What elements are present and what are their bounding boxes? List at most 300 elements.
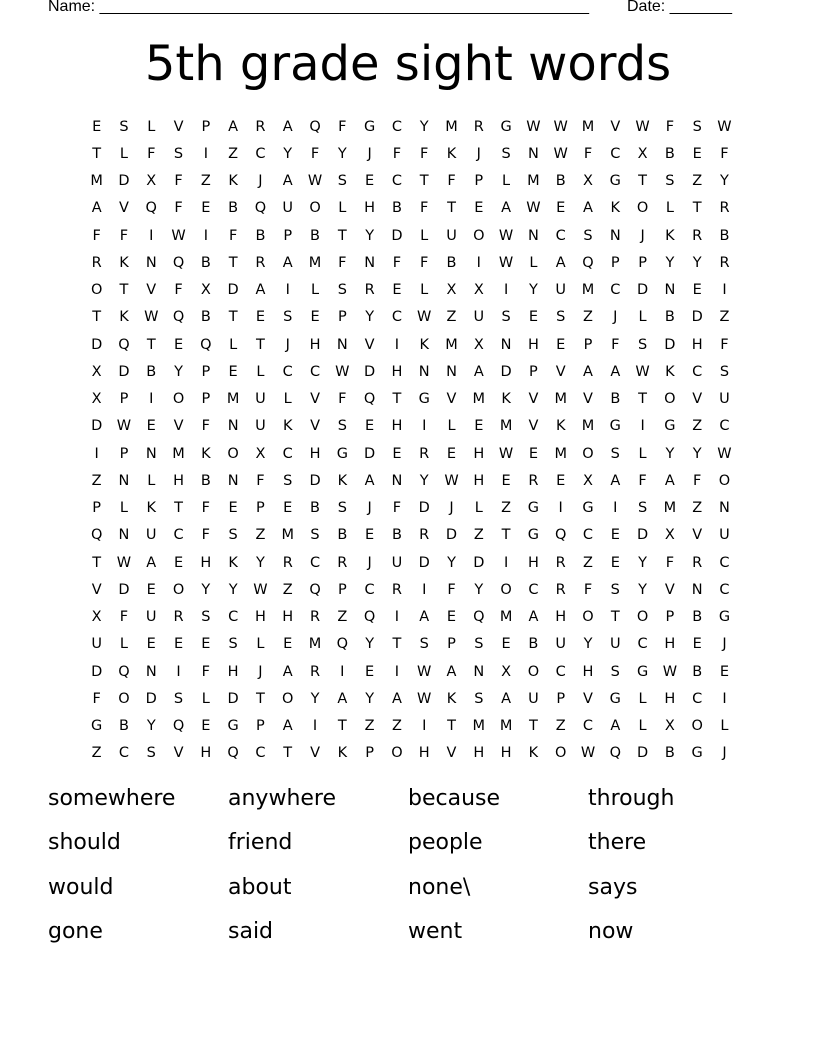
grid-letter: T [447, 200, 456, 217]
grid-letter: K [146, 500, 156, 517]
grid-letter: M [172, 445, 185, 462]
grid-letter: B [528, 636, 539, 653]
name-line: Name: _______________________________________________________ [48, 0, 589, 15]
grid-letter: F [392, 145, 402, 162]
grid-letter: U [255, 418, 266, 435]
grid-letter: E [310, 309, 320, 326]
grid-letter: I [422, 581, 427, 598]
grid-letter: O [227, 445, 239, 462]
grid-letter: L [338, 200, 347, 217]
grid-letter: Z [583, 554, 593, 571]
grid-letter: N [418, 363, 430, 380]
word-list-item: would [48, 874, 114, 900]
grid-letter: Y [447, 554, 456, 571]
grid-letter: P [337, 309, 347, 326]
grid-letter: P [201, 118, 211, 135]
grid-letter: S [119, 118, 129, 135]
grid-letter: B [200, 254, 211, 271]
grid-letter: W [253, 581, 268, 598]
grid-letter: I [176, 663, 181, 680]
grid-letter: S [583, 227, 593, 244]
grid-letter: H [391, 363, 403, 380]
grid-letter: R [255, 254, 266, 271]
grid-letter: B [664, 745, 675, 762]
grid-letter: U [145, 609, 157, 626]
grid-letter: D [118, 173, 130, 190]
grid-letter: E [501, 636, 511, 653]
grid-letter: D [473, 554, 485, 571]
grid-letter: V [528, 391, 539, 408]
word-list [48, 776, 768, 954]
grid-letter: C [228, 609, 239, 626]
grid-letter: G [500, 118, 512, 135]
grid-letter: X [200, 282, 211, 299]
grid-letter: H [500, 745, 512, 762]
grid-letter: G [527, 527, 540, 544]
grid-letter: Q [172, 254, 185, 271]
grid-letter: P [365, 745, 374, 762]
grid-letter: I [394, 336, 400, 353]
grid-letter: C [719, 581, 730, 598]
grid-letter: S [337, 282, 347, 299]
grid-letter: E [556, 336, 566, 353]
grid-letter: U [719, 391, 730, 408]
grid-letter: V [446, 391, 457, 408]
grid-letter: W [526, 200, 541, 217]
grid-letter: W [635, 363, 650, 380]
grid-letter: W [553, 118, 568, 135]
grid-letter: C [555, 227, 566, 244]
grid-letter: I [394, 663, 400, 680]
grid-letter: J [722, 636, 727, 653]
grid-letter: L [147, 118, 156, 135]
grid-letter: G [582, 500, 594, 517]
grid-letter: Q [582, 254, 594, 271]
grid-letter: T [92, 554, 102, 571]
grid-letter: C [255, 745, 266, 762]
grid-letter: C [528, 581, 539, 598]
grid-letter: A [419, 609, 430, 626]
grid-letter: T [692, 200, 702, 217]
grid-letter: M [499, 718, 513, 735]
grid-letter: E [556, 472, 566, 489]
grid-letter: H [173, 472, 184, 489]
grid-letter: F [665, 554, 675, 571]
grid-letter: N [227, 418, 239, 435]
grid-letter: V [173, 745, 184, 762]
grid-letter: J [476, 145, 481, 162]
grid-letter: W [498, 254, 514, 271]
grid-letter: H [664, 636, 676, 653]
grid-letter: X [501, 663, 512, 680]
grid-letter: D [145, 690, 157, 707]
grid-letter: W [417, 309, 432, 326]
grid-letter: E [392, 445, 402, 462]
grid-letter: D [418, 500, 430, 517]
grid-letter: X [91, 391, 102, 408]
grid-letter: N [118, 527, 130, 544]
grid-letter: H [364, 200, 376, 217]
grid-letter: K [446, 145, 457, 162]
grid-letter: F [310, 145, 320, 162]
grid-letter: X [583, 472, 593, 489]
grid-letter: N [500, 336, 512, 353]
grid-letter: L [447, 418, 456, 435]
grid-letter: N [446, 363, 457, 380]
grid-letter: S [665, 173, 675, 190]
grid-letter: A [610, 363, 621, 380]
grid-letter: S [310, 527, 320, 544]
grid-letter: Z [364, 718, 375, 735]
grid-letter: R [692, 227, 703, 244]
grid-letter: T [92, 309, 102, 326]
grid-letter: E [283, 636, 293, 653]
grid-letter: R [309, 663, 321, 680]
grid-letter: H [227, 663, 239, 680]
grid-letter: Y [474, 581, 484, 598]
grid-letter: Z [555, 718, 566, 735]
grid-letter: W [307, 173, 323, 190]
grid-letter: M [308, 254, 322, 271]
grid-letter: C [391, 118, 402, 135]
grid-letter: J [640, 227, 645, 244]
grid-letter: D [91, 663, 103, 680]
grid-letter: S [610, 581, 620, 598]
grid-letter: F [174, 282, 183, 299]
grid-letter: A [282, 254, 293, 271]
grid-letter: E [92, 118, 102, 135]
grid-letter: W [116, 418, 132, 435]
grid-letter: Q [145, 200, 157, 217]
grid-letter: H [582, 663, 594, 680]
grid-letter: S [337, 173, 347, 190]
grid-letter: V [446, 745, 457, 762]
grid-letter: I [203, 227, 208, 244]
grid-letter: P [529, 363, 538, 380]
grid-letter: N [118, 472, 130, 489]
grid-letter: Q [118, 663, 130, 680]
grid-letter: L [720, 718, 729, 735]
grid-letter: M [581, 282, 595, 299]
grid-letter: D [637, 282, 649, 299]
grid-letter: H [418, 745, 430, 762]
grid-letter: V [528, 418, 539, 435]
grid-letter: S [637, 500, 648, 517]
grid-letter: Y [665, 445, 675, 462]
grid-letter: B [310, 500, 320, 517]
grid-letter: L [474, 500, 483, 517]
grid-letter: D [118, 363, 130, 380]
grid-letter: C [255, 145, 266, 162]
grid-letter: Y [283, 145, 293, 162]
grid-letter: K [282, 418, 293, 435]
grid-letter: C [610, 282, 621, 299]
grid-letter: F [447, 173, 456, 190]
grid-letter: G [418, 391, 430, 408]
grid-letter: P [337, 581, 347, 598]
grid-letter: B [664, 145, 675, 162]
grid-letter: Y [201, 581, 211, 598]
grid-letter: O [582, 445, 594, 462]
word-list-item: people [408, 830, 483, 856]
grid-letter: L [638, 718, 647, 735]
grid-letter: Y [337, 145, 347, 162]
grid-letter: S [474, 690, 484, 707]
grid-letter: F [583, 145, 593, 162]
grid-letter: F [583, 581, 593, 598]
grid-letter: E [146, 581, 156, 598]
grid-letter: I [722, 282, 727, 299]
grid-letter: D [418, 554, 430, 571]
grid-letter: Z [200, 173, 211, 190]
grid-letter: J [722, 745, 727, 762]
grid-letter: I [558, 500, 563, 517]
grid-letter: T [337, 718, 347, 735]
grid-letter: G [718, 609, 731, 626]
grid-letter: R [309, 609, 321, 626]
grid-letter: Y [638, 554, 648, 571]
grid-letter: B [719, 227, 730, 244]
grid-letter: V [583, 690, 593, 707]
grid-letter: L [119, 145, 128, 162]
grid-letter: A [364, 472, 375, 489]
grid-letter: S [173, 145, 184, 162]
grid-letter: E [228, 363, 238, 380]
grid-letter: D [227, 690, 239, 707]
grid-letter: N [664, 282, 676, 299]
grid-letter: A [228, 118, 239, 135]
grid-letter: E [365, 418, 375, 435]
grid-letter: Z [446, 309, 457, 326]
grid-letter: V [664, 581, 675, 598]
grid-letter: P [556, 690, 566, 707]
grid-letter: T [419, 173, 429, 190]
grid-letter: E [610, 527, 620, 544]
grid-letter: M [663, 500, 677, 517]
grid-letter: D [91, 336, 103, 353]
grid-letter: A [337, 690, 348, 707]
grid-letter: N [527, 145, 539, 162]
grid-letter: E [446, 445, 457, 462]
grid-letter: U [609, 636, 621, 653]
grid-letter: G [664, 418, 676, 435]
grid-letter: J [285, 336, 290, 353]
grid-letter: B [228, 200, 239, 217]
grid-letter: S [337, 418, 347, 435]
grid-letter: Q [172, 718, 185, 735]
grid-letter: T [174, 500, 183, 517]
grid-letter: R [528, 472, 539, 489]
grid-letter: F [92, 227, 101, 244]
word-list-item: went [408, 919, 463, 945]
grid-letter: S [228, 636, 238, 653]
grid-letter: Q [118, 336, 130, 353]
word-search-grid [83, 113, 738, 767]
grid-letter: H [309, 336, 321, 353]
grid-letter: L [638, 309, 647, 326]
grid-letter: I [722, 690, 727, 707]
grid-letter: Y [528, 282, 538, 299]
grid-letter: E [719, 663, 730, 680]
grid-letter: F [638, 472, 647, 489]
grid-letter: S [146, 745, 156, 762]
grid-letter: C [282, 363, 293, 380]
grid-letter: L [529, 254, 538, 271]
grid-letter: R [255, 118, 266, 135]
grid-letter: Y [720, 173, 729, 190]
grid-letter: B [255, 227, 266, 244]
grid-letter: P [447, 636, 456, 653]
grid-letter: T [638, 391, 648, 408]
grid-letter: A [528, 609, 539, 626]
grid-letter: K [337, 472, 348, 489]
grid-letter: X [91, 363, 102, 380]
grid-letter: M [90, 173, 103, 190]
grid-letter: Z [91, 472, 102, 489]
grid-letter: W [116, 554, 132, 571]
grid-letter: J [258, 663, 263, 680]
grid-letter: L [256, 363, 265, 380]
word-list-item: somewhere [48, 785, 176, 811]
grid-letter: A [255, 282, 266, 299]
grid-letter: W [635, 118, 650, 135]
grid-letter: X [91, 609, 102, 626]
grid-letter: L [119, 636, 128, 653]
grid-letter: O [582, 609, 594, 626]
grid-letter: J [613, 309, 618, 326]
grid-letter: Y [638, 581, 648, 598]
grid-letter: E [201, 200, 211, 217]
grid-letter: L [229, 336, 238, 353]
grid-letter: N [691, 581, 703, 598]
grid-letter: G [636, 663, 649, 680]
grid-letter: M [472, 718, 486, 735]
grid-letter: L [256, 636, 265, 653]
grid-letter: E [228, 500, 238, 517]
grid-letter: F [420, 145, 429, 162]
grid-letter: U [473, 309, 485, 326]
grid-letter: I [285, 282, 290, 299]
grid-letter: G [227, 718, 239, 735]
grid-letter: H [309, 445, 321, 462]
grid-letter: N [336, 336, 348, 353]
grid-letter: L [283, 391, 292, 408]
grid-letter: W [717, 445, 732, 462]
grid-letter: P [256, 500, 265, 517]
grid-letter: T [638, 173, 648, 190]
grid-letter: S [228, 527, 238, 544]
grid-letter: E [173, 636, 184, 653]
grid-letter: V [555, 363, 566, 380]
grid-letter: Z [501, 500, 512, 517]
grid-letter: L [119, 500, 128, 517]
grid-letter: E [392, 282, 402, 299]
grid-letter: D [637, 527, 649, 544]
grid-letter: O [636, 609, 649, 626]
grid-letter: Z [337, 609, 348, 626]
grid-letter: F [92, 690, 101, 707]
word-list-item: says [588, 874, 638, 900]
grid-letter: Z [719, 309, 730, 326]
grid-letter: I [394, 609, 400, 626]
grid-letter: K [119, 254, 129, 271]
grid-letter: R [337, 554, 348, 571]
grid-letter: A [146, 554, 157, 571]
grid-letter: F [338, 254, 347, 271]
grid-letter: V [310, 418, 320, 435]
grid-letter: Z [692, 173, 703, 190]
grid-letter: A [610, 718, 621, 735]
grid-letter: D [391, 227, 403, 244]
grid-letter: A [473, 363, 484, 380]
grid-letter: S [719, 363, 730, 380]
grid-letter: F [720, 336, 729, 353]
grid-letter: Q [309, 118, 321, 135]
grid-letter: O [118, 690, 130, 707]
grid-letter: I [503, 554, 509, 571]
grid-letter: M [445, 118, 458, 135]
grid-letter: F [392, 500, 402, 517]
grid-letter: C [309, 363, 321, 380]
grid-letter: E [692, 282, 702, 299]
grid-letter: O [554, 745, 567, 762]
grid-letter: D [91, 418, 103, 435]
grid-letter: F [228, 227, 238, 244]
grid-letter: F [119, 227, 129, 244]
grid-letter: N [609, 227, 621, 244]
grid-letter: V [118, 200, 129, 217]
grid-letter: U [446, 227, 457, 244]
grid-letter: P [283, 227, 293, 244]
grid-letter: Z [255, 527, 266, 544]
grid-letter: V [364, 336, 375, 353]
grid-letter: T [92, 145, 102, 162]
grid-letter: K [201, 445, 211, 462]
grid-letter: Y [583, 636, 593, 653]
grid-letter: W [335, 363, 350, 380]
grid-letter: H [473, 445, 485, 462]
grid-letter: D [691, 309, 703, 326]
grid-letter: R [719, 254, 730, 271]
grid-letter: P [610, 254, 620, 271]
grid-letter: D [309, 472, 321, 489]
grid-letter: W [144, 309, 159, 326]
grid-letter: W [662, 663, 678, 680]
grid-letter: D [637, 745, 649, 762]
grid-letter: S [501, 309, 511, 326]
grid-letter: Y [310, 690, 320, 707]
grid-letter: C [364, 581, 375, 598]
grid-letter: E [146, 418, 156, 435]
grid-letter: C [309, 554, 321, 571]
grid-letter: O [172, 391, 185, 408]
grid-letter: A [282, 718, 293, 735]
grid-letter: F [256, 472, 265, 489]
grid-letter: Y [365, 636, 375, 653]
grid-letter: Q [90, 527, 103, 544]
grid-letter: W [171, 227, 186, 244]
grid-letter: X [255, 445, 266, 462]
grid-letter: P [583, 336, 593, 353]
word-list-item: gone [48, 919, 103, 945]
grid-letter: N [391, 472, 403, 489]
grid-letter: Q [473, 609, 485, 626]
grid-letter: A [610, 472, 621, 489]
grid-letter: I [340, 663, 345, 680]
grid-letter: O [636, 200, 649, 217]
grid-letter: K [555, 418, 566, 435]
grid-letter: K [337, 745, 348, 762]
